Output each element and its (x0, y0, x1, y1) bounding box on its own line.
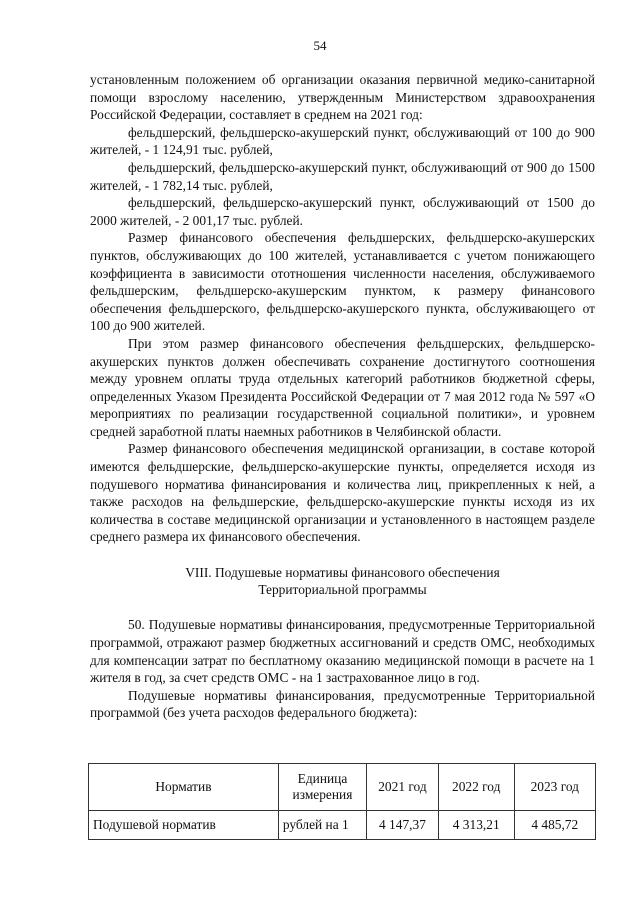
table-cell: 4 147,37 (367, 811, 439, 840)
section-heading: VIII. Подушевые нормативы финансового обеспечения (185, 564, 500, 580)
paragraph: 50. Подушевые нормативы финансирования, предусмотренные Территориальной программой, отражают размер бюджетных ассигнований и средств ОМС, необходимых для компенсации затрат по бесплатному оказанию медицинской помощи в расчете на 1 жителя в год, за счет средств ОМС - на 1 застрахованное лицо в год. (90, 617, 595, 686)
normative-table (88, 763, 596, 840)
paragraph: При этом размер финансового обеспечения фельдшерских, фельдшерско-акушерских пунктов должен обеспечивать сохранение достигнутого соотношения между уровнем оплаты труда отдельных категорий работников бюджетной сферы, определенных Указом Президента Российской Федерации от 7 мая 2012 года № 597 «О мероприятиях по реализации государственной социальной политики», и уровнем средней заработной платы наемных работников в Челябинской области. (90, 335, 595, 439)
paragraph: фельдшерский, фельдшерско-акушерский пункт, обслуживающий от 100 до 900 жителей, - 1 124,91 тыс. рублей, (90, 124, 595, 158)
section-heading: Территориальной программы (258, 582, 427, 598)
table-cell: Подушевой норматив (89, 811, 279, 840)
table-header-cell: Норматив (89, 764, 279, 811)
paragraph: фельдшерский, фельдшерско-акушерский пункт, обслуживающий от 1500 до 2000 жителей, - 2 001,17 тыс. рублей. (90, 195, 595, 228)
paragraph: Размер финансового обеспечения фельдшерских, фельдшерско-акушерских пунктов, обслуживающих до 100 жителей, устанавливается с учетом понижающего коэффициента в зависимости ототношения численности населения, обслуживаемого фельдшерским, фельдшерско-акушерским пунктом, к размеру финансового обеспечения фельдшерского, фельдшерско-акушерского пункта, обслуживающего от 100 до 900 жителей. (90, 230, 595, 334)
table-header-cell: 2021 год (367, 764, 439, 811)
table-header-cell: 2022 год (438, 764, 514, 811)
table-cell: 4 313,21 (438, 811, 514, 840)
body-text (90, 71, 595, 722)
table-header-cell: 2023 год (514, 764, 595, 811)
table-cell: 4 485,72 (514, 811, 595, 840)
paragraph: фельдшерский, фельдшерско-акушерский пункт, обслуживающий от 900 до 1500 жителей, - 1 782,14 тыс. рублей, (90, 159, 595, 193)
table-header-row (89, 764, 596, 811)
page-number: 54 (313, 38, 327, 53)
paragraph: Подушевые нормативы финансирования, предусмотренные Территориальной программой (без учета расходов федерального бюджета): (90, 687, 595, 721)
paragraph: установленным положением об организации оказания первичной медико-санитарной помощи взрослому населению, утвержденным Министерством здравоохранения Российской Федерации, составляет в среднем на 2021 год: (90, 72, 595, 123)
table-cell: рублей на 1 (278, 811, 366, 840)
table-row (89, 811, 596, 840)
table-header-cell: Единица измерения (278, 764, 366, 811)
paragraph: Размер финансового обеспечения медицинской организации, в составе которой имеются фельдшерские, фельдшерско-акушерские пункты, определяется исходя из подушевого норматива финансирования и количества лиц, прикрепленных к ней, а также расходов на фельдшерские, фельдшерско-акушерские пункты исходя из их количества в составе медицинской организации и установленного в настоящем разделе среднего размера их финансового обеспечения. (90, 441, 595, 545)
